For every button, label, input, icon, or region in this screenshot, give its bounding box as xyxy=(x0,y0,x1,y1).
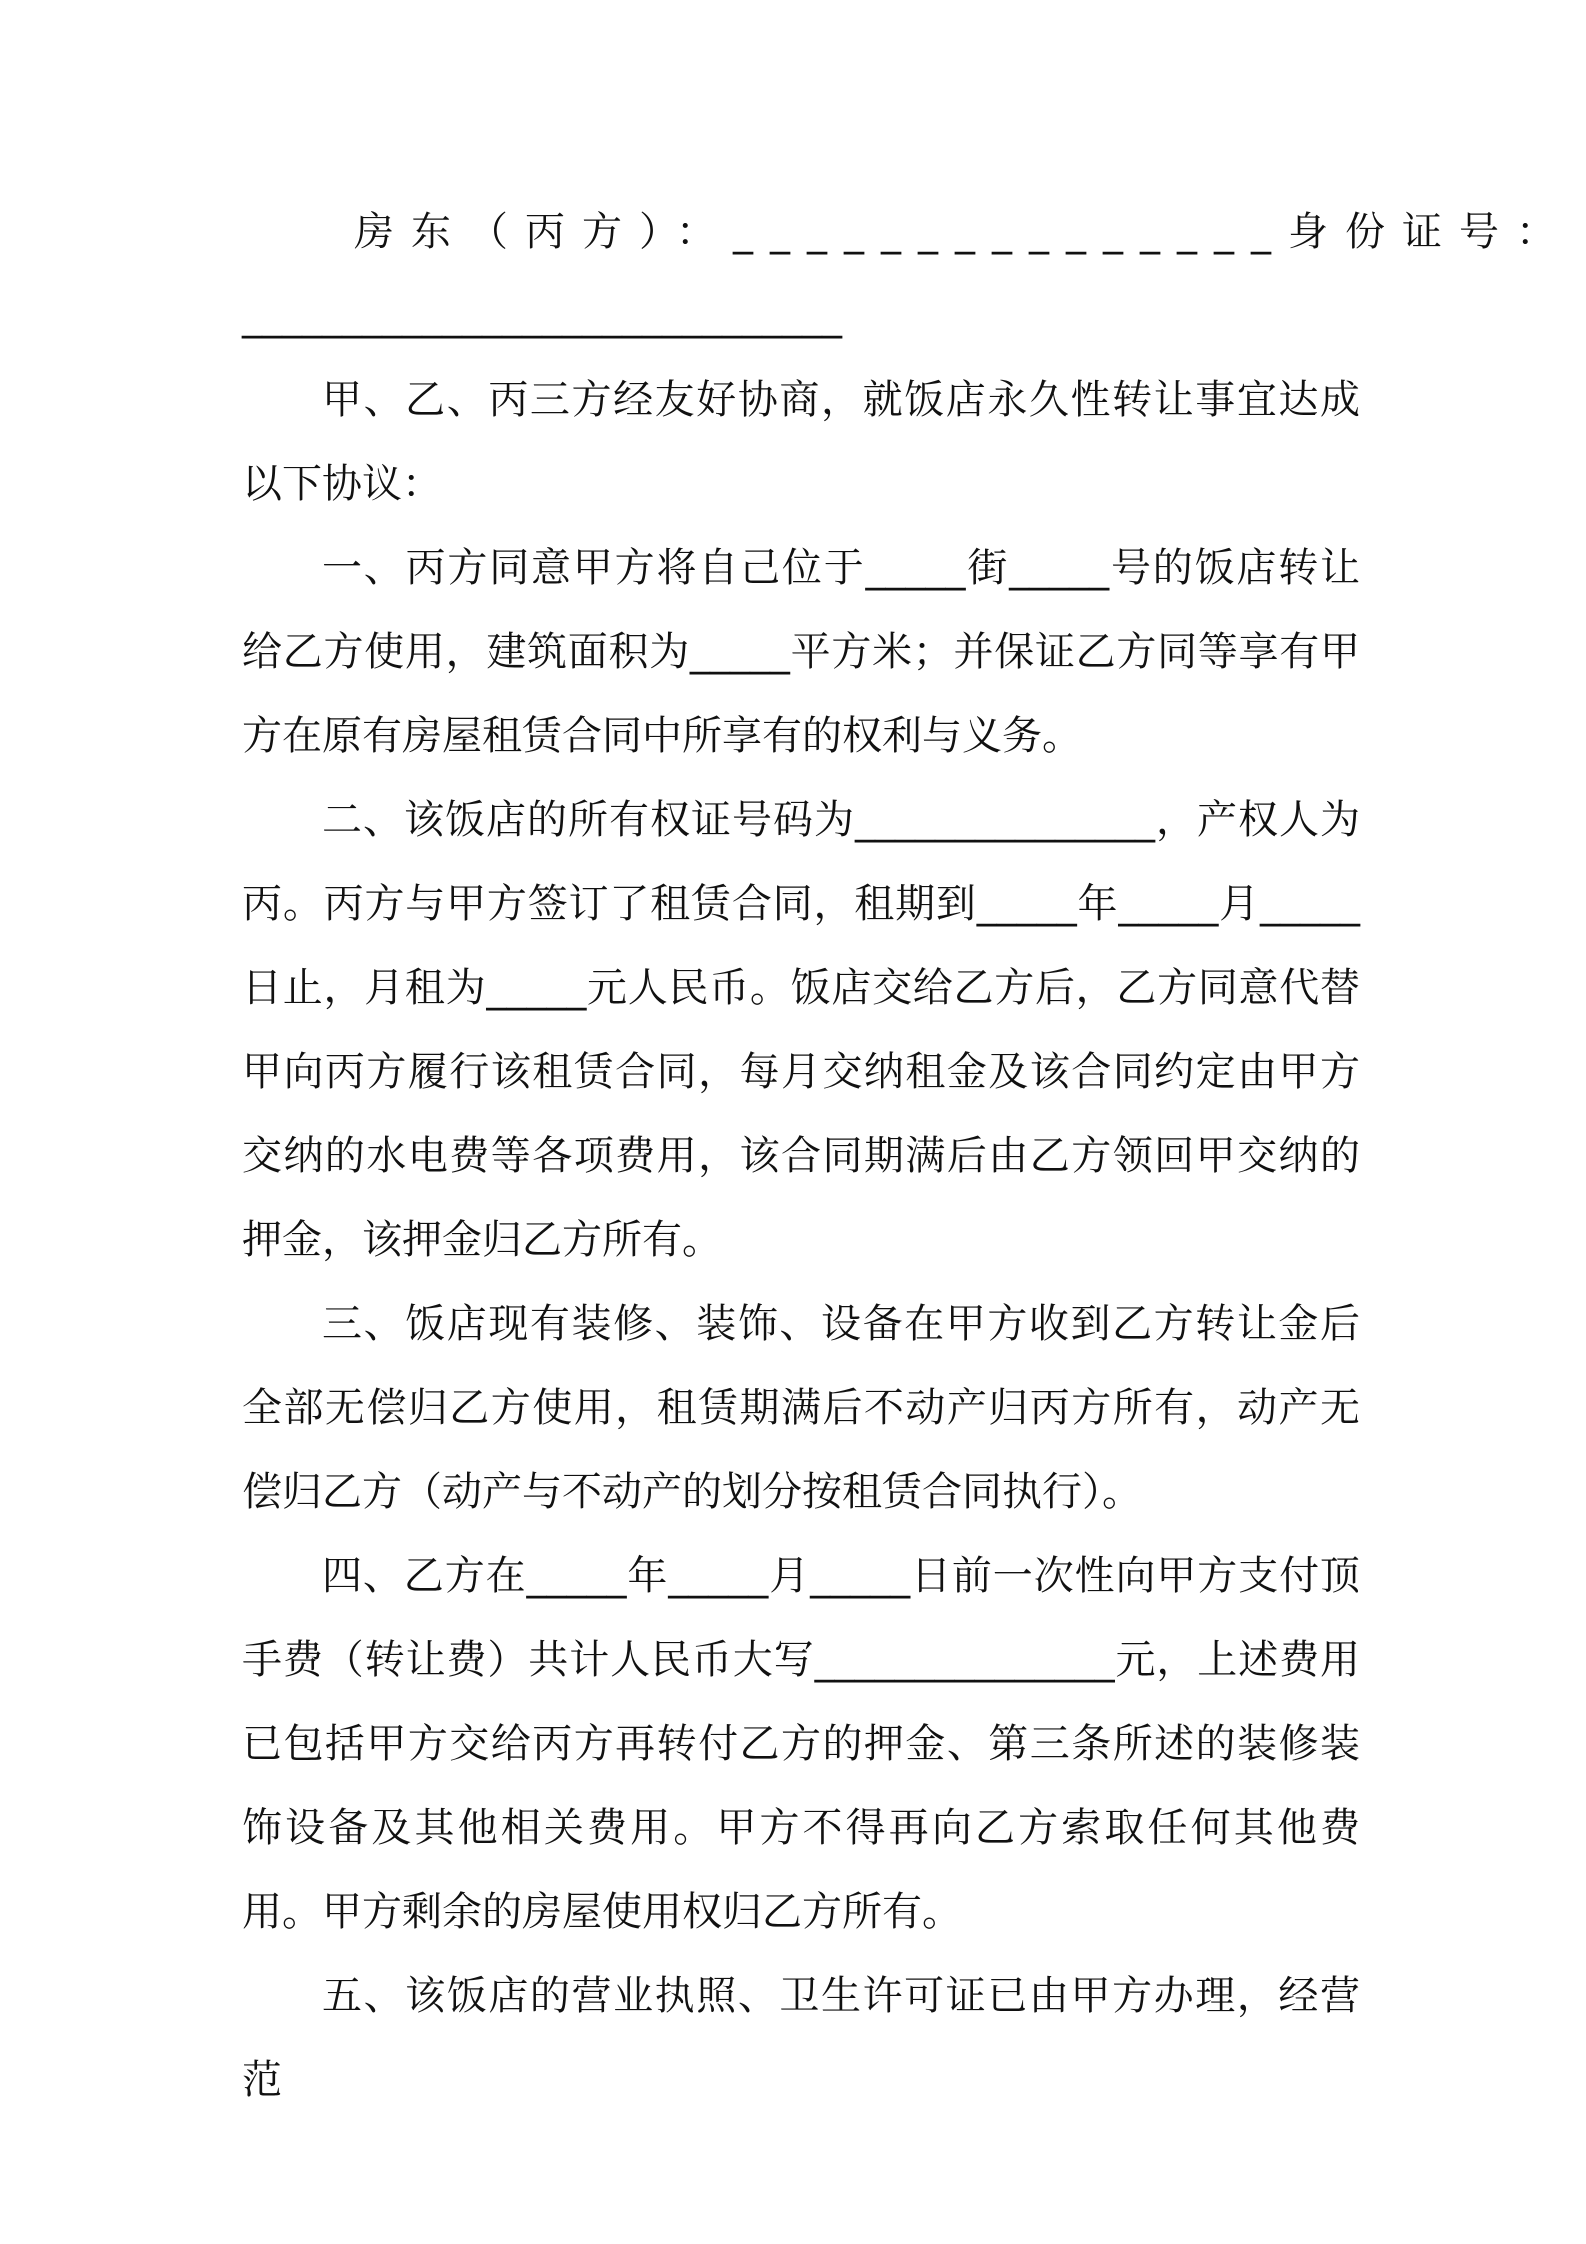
paragraph-clause-3: 三、饭店现有装修、装饰、设备在甲方收到乙方转让金后全部无偿归乙方使用，租赁期满后不动产归丙方所有，动产无偿归乙方（动产与不动产的划分按租赁合同执行）。 xyxy=(242,1301,1360,1515)
paragraph-clause-2: 二、该饭店的所有权证号码为_______________，产权人为丙。丙方与甲方签订了租赁合同，租期到_____年_____月_____日止，月租为_____元人民币。饭店交给乙方后，乙方同意代替甲向丙方履行该租赁合同，每月交纳租金及该合同约定由甲方交纳的水电费等各项费用，该合同期满后由乙方领回甲交纳的押金，该押金归乙方所有。 xyxy=(242,797,1360,1263)
paragraph-clause-4: 四、乙方在_____年_____月_____日前一次性向甲方支付顶手费（转让费）共计人民币大写_______________元，上述费用已包括甲方交给丙方再转付乙方的押金、第三条所述的装修装饰设备及其他相关费用。甲方不得再向乙方索取任何其他费用。甲方剩余的房屋使用权归乙方所有。 xyxy=(242,1553,1360,1935)
paragraph-intro: 甲、乙、丙三方经友好协商，就饭店永久性转让事宜达成以下协议： xyxy=(242,377,1360,507)
paragraph-clause-1: 一、丙方同意甲方将自己位于_____街_____号的饭店转让给乙方使用，建筑面积为_____平方米；并保证乙方同等享有甲方在原有房屋租赁合同中所享有的权利与义务。 xyxy=(242,545,1360,759)
document-body xyxy=(242,190,1573,2122)
landlord-line: 房东（丙方）：_______________身份证号： xyxy=(354,209,1573,255)
paragraph-clause-5: 五、该饭店的营业执照、卫生许可证已由甲方办理，经营范 xyxy=(242,1973,1360,2103)
id-number-blank-line: ______________________________ xyxy=(242,293,842,339)
